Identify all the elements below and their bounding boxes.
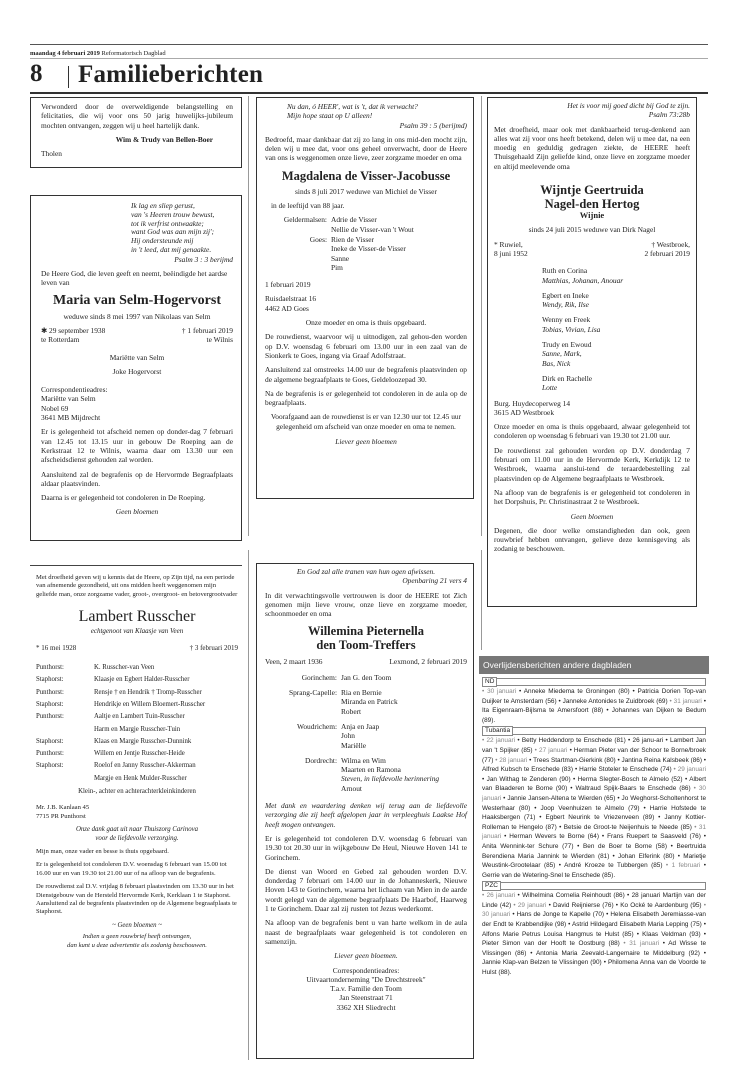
family-parents: Wenny en Freek — [542, 315, 591, 325]
notice-entry: • Anneke Miedema te Groningen (80) — [516, 688, 630, 695]
date-rule — [30, 58, 708, 59]
footer: ~ Geen bloemen ~ — [112, 921, 162, 929]
family-member: Klaas en Margje Russcher-Dunnink — [94, 737, 192, 745]
family-member: Klaasje en Egbert Halder-Russcher — [94, 676, 190, 684]
quote-ref: Psalm 73:28b — [648, 110, 690, 120]
family-list — [36, 662, 238, 784]
notice-entry: • David Reijnierse (76) — [546, 901, 614, 909]
header-rule — [30, 92, 708, 94]
notice-entry: • 28 januari Martijn van der Linde (42) — [482, 892, 706, 909]
notice-entry: • Pieter Simon van der Hooft te Oostburg (88) — [482, 930, 707, 948]
notice-entry: • Alfons Marie Petrus Louisa Hangmus te Hulst (85) — [482, 921, 707, 938]
address: Burg. Huydecoperweg 14 3615 AD Westbroek — [494, 398, 571, 417]
ad-nagel — [487, 97, 697, 607]
notice-entry: • Joop Veenhuizen te Almelo (79) — [530, 804, 640, 812]
subtitle: sinds 24 juli 2015 weduwe van Dirk Nagel — [528, 225, 656, 235]
subtitle: echtgenoot van Klaasje van Veen — [90, 627, 184, 636]
notice-entry: • 31 januari — [619, 940, 660, 948]
footer: Geen bloemen — [570, 511, 614, 521]
family-member: K. Russcher-van Veen — [94, 664, 155, 672]
paragraph-2: De rouwdienst zal D.V. vrijdag 8 februari plaatsvinden om 13.30 uur in het Dienstgebouw van de Hersteld Hervormde Kerk, Kerklaan 1 te Staphorst. Aansluitend zal de begrafenis plaatsvinden op de Algemene begraafplaats te Staphorst. — [36, 883, 237, 916]
family-members — [341, 756, 467, 793]
family-member: Miranda en Patrick — [341, 697, 398, 707]
grandchildren: Klein-, achter en achterachterkleinkinderen — [78, 788, 196, 795]
notice-entry: • Herman Wevers te Borne (64) — [501, 833, 599, 841]
family-children: Wendy, Rik, Ilse — [542, 300, 589, 310]
subtitle: weduwe sinds 8 mei 1997 van Nikolaas van Selm — [63, 311, 211, 321]
paragraph-2: Aansluitend zal de begrafenis op de Hervormde Begraafplaats aldaar plaatsvinden. — [41, 469, 233, 488]
notice-entry: • 31 januari — [482, 823, 706, 841]
deceased-name: Maria van Selm-Hogervorst — [53, 292, 221, 308]
notice-entry: • Johannes van Dijken te Bedum (89). — [482, 707, 706, 724]
paper-name: Reformatorisch Dagblad — [101, 50, 166, 57]
address: Mr. J.B. Kanlaan 45 7715 PR Punthorst — [36, 804, 90, 820]
died-place: te Wilnis — [206, 335, 233, 345]
notice-entry: • Harrie Hofstede te Haaksbergen (71) — [482, 804, 706, 822]
family-member: Maarten en Ramona — [341, 765, 401, 775]
family-children: Matthias, Johanan, Anouar — [542, 275, 624, 285]
source-notices — [482, 891, 706, 977]
family-member: Robert — [341, 706, 362, 716]
family-children: Tobias, Vivian, Lisa — [542, 324, 601, 334]
family-member: Aaltje en Lambert Tuin-Russcher — [94, 713, 185, 721]
family-parents: Trudy en Ewoud — [542, 340, 592, 350]
family-list — [265, 673, 467, 793]
paragraph-4: Voorafgaand aan de rouwdienst is er van 12.30 uur tot 12.45 uur gelegenheid om afscheid van onze moeder en oma te nemen. — [270, 412, 462, 431]
notice-entry: • Astrid Hildegard Elisabeth Maria Lepping (75) — [566, 921, 702, 929]
date-line — [30, 50, 166, 57]
ad-russcher — [30, 566, 242, 1056]
footer: Liever geen bloemen — [335, 437, 397, 447]
source-label: Tubantia — [482, 726, 513, 736]
family-members: Rien de Visser Ineke de Visser-de Visser Sanne Pim — [331, 234, 406, 272]
notice-entry: • 1 februari — [662, 862, 701, 870]
source-label-bar — [501, 882, 706, 890]
source-label: ND — [482, 677, 497, 687]
notice-entry: • 29 januari — [671, 766, 707, 774]
family-member: Ria en Bernie — [341, 688, 382, 698]
family-members — [341, 688, 467, 716]
ad-jacobusse — [256, 97, 474, 499]
died: † 3 februari 2019 — [189, 643, 238, 652]
ad-bellen-jubilee — [30, 97, 242, 168]
top-rule — [30, 44, 708, 45]
notice-entry: • Patricia Dorien Top-van Duijker te Amsterdam (56) — [482, 688, 706, 705]
family-group — [542, 340, 690, 368]
family-member: Roelof en Janny Russcher-Akkerman — [94, 762, 196, 770]
intro: De Heere God, die leven geeft en neemt, beëindigde het aardse leven van — [41, 269, 228, 288]
quote: Ik lag en sliep gerust, van 's Heeren trouw bewust, tot ik verfrist ontwaakte; want God was aan mijn zij'; Hij ondersteunde mij in 't leed, dat mij genaakte. — [131, 201, 215, 254]
dates-row — [265, 657, 467, 666]
family-children: Sanne, Mark, Bas, Nick — [542, 349, 582, 368]
family-members — [341, 673, 467, 682]
family-place — [36, 724, 94, 735]
family-parents: Ruth en Corina — [542, 266, 588, 276]
notice-entry: • Trees Startman-Gierkink (80) — [527, 756, 616, 764]
family-member: Wilma en Wim — [341, 755, 386, 765]
section-title: Familieberichten — [78, 61, 264, 88]
family-place — [36, 773, 94, 784]
notice-entry: • Anita Wennink-ter Schure (77) — [482, 833, 707, 850]
notice-entry: • Jo Weghorst-Scholtenhorst te Westerhaar (80) — [482, 794, 706, 812]
paragraph-2: Aansluitend zal omstreeks 14.00 uur de begrafenis plaatsvinden op de algemene begraafplaats te Goes, Geldeloozepad 30. — [265, 365, 467, 384]
family-member: Arnout — [341, 783, 362, 793]
born: * 16 mei 1928 — [36, 643, 77, 652]
notice-entry: • Harrie Stoteler te Enschede (74) — [573, 766, 672, 774]
notice-entry: • Jantina Reina Kalsbeek (86) — [615, 756, 702, 764]
family-member: John — [341, 731, 355, 741]
date: maandag 4 februari 2019 — [30, 50, 100, 57]
ad-place: Tholen — [41, 149, 62, 159]
notice-entry: • 30 januari — [482, 785, 706, 802]
family-list — [265, 215, 467, 272]
column-separator — [481, 96, 482, 536]
home: Mijn man, onze vader en besse is thuis opgebaard. — [36, 848, 169, 856]
title-divider — [68, 66, 69, 88]
dates-row — [494, 240, 690, 249]
notice-entry: • Ita Eigenraam-Bijlsma te Amersfoort (88) — [482, 697, 706, 715]
deceased-name: Willemina Pieternella den Toom-Treffers — [307, 624, 425, 653]
family-place: Punthorst: — [36, 664, 64, 672]
notice-entry: • 29 januari — [511, 901, 547, 909]
footer-note: Indien u geen rouwbrief heeft ontvangen, dan kunt u deze advertentie als zodanig beschouwen. — [67, 933, 207, 949]
family-place: Goes: — [309, 234, 327, 244]
intro: Met droefheid geven wij u kennis dat de Heere, op Zijn tijd, na een periode van afnemende gezondheid, uit ons midden heeft weggenomen mijn geliefde man, onze zorgzame vader, groot-, overgroot- en betovergrootvader — [36, 574, 238, 598]
born-date: 8 juni 1952 — [494, 248, 528, 258]
notice-entry: • Herma Slegter-Bosch te Almelo (52) — [570, 775, 683, 783]
dates-row — [36, 644, 238, 652]
notice-entry: • Johan Elferink (80) — [609, 852, 675, 860]
nickname: Wijnie — [579, 210, 605, 221]
other-papers-notices — [479, 656, 709, 1056]
notice-entry: • 27 januari — [532, 746, 568, 754]
notice-entry: • 31 januari — [667, 697, 702, 705]
family-place: Punthorst: — [36, 750, 64, 758]
died: Lexmond, 2 februari 2019 — [389, 657, 467, 667]
notice-entry: • Gerrie van de Wetering-Snel te Enschede (85). — [482, 862, 707, 879]
page-number: 8 — [30, 60, 43, 87]
paragraph-1: Er is gelegenheid tot condoleren D.V. woensdag 6 februari van 19.30 tot 20.30 uur in wijkgebouw De Heul, Nieuwe Hoven 141 te Gorinchem. — [265, 833, 467, 862]
family-member: Hendrikje en Willem Bloemert-Russcher — [94, 700, 206, 708]
family-place: Staphorst: — [36, 676, 64, 684]
address: Ruisdaelstraat 16 4462 AD Goes — [265, 294, 317, 313]
notice-entry: • Janny Kottier-Rolleman te Hengelo (87) — [482, 814, 706, 831]
deceased-name: Wijntje Geertruida Nagel-den Hertog — [540, 183, 644, 212]
intro: In dit verwachtingsvolle vertrouwen is door de HEERE tot Zich genomen mijn lieve vrouw, onze lieve en zorgzame moeder, schoonmoeder en oma — [265, 590, 467, 619]
ad-text: Verwonderd door de overweldigende belangstelling en felicitaties, die wij voor ons 50 jarig huwelijks-jubileum mochten ontvangen, zeggen wij u heel hartelijk dank. — [41, 102, 233, 130]
notice-entry: • 22 januari — [482, 737, 516, 745]
family-place: Punthorst: — [36, 713, 64, 721]
family-place: Sprang-Capelle: — [288, 688, 337, 698]
column-separator — [248, 550, 249, 1060]
notice-entry: • Alfred Kubsch te Enschede (83) — [482, 756, 707, 774]
deceased-name: Lambert Russcher — [78, 608, 196, 626]
notice-entry: • Egbert Neurink te Vriezenveen (89) — [535, 814, 655, 822]
ad-den-toom — [256, 563, 474, 1059]
source-label-bar — [497, 678, 706, 686]
source-label-row — [482, 726, 706, 736]
paragraph-3: Na afloop van de begrafenis bent u van harte welkom in de aula naast de begraafplaats waar gelegenheid is tot condoleren en samenzijn. — [265, 918, 467, 946]
paragraph-3: Na afloop van de begrafenis is er gelegenheid tot condoleren in het Dorpshuis, Pr. Christinastraat 2 te Westbroek. — [494, 487, 690, 507]
notice-entry: • Lambert Jan van 't Spijker (85) — [482, 737, 706, 754]
quote-ref: Openbaring 21 vers 4 — [402, 576, 467, 586]
paragraph-1: Onze moeder en oma is thuis opgebaard, alwaar gelegenheid tot condoleren op woensdag 6 februari van 19.30 tot 21.00 uur. — [494, 422, 690, 441]
family-members: Adrie de Visser Nellie de Visser-van 't Wout — [331, 215, 414, 234]
family-place: Staphorst: — [36, 700, 64, 708]
column-separator — [248, 96, 249, 536]
footer: Liever geen bloemen. — [334, 951, 398, 961]
family-place: Dordrecht: — [304, 755, 337, 765]
places-row — [41, 335, 233, 344]
ad-top-rule — [30, 565, 242, 566]
family-parents: Egbert en Ineke — [542, 290, 589, 300]
family-member: Steven, in liefdevolle herinnering — [341, 774, 440, 784]
notice-entry: • Waltraud Spijk-Baars te Enschede (86) — [567, 785, 691, 793]
notice-entry: • 30 januari — [482, 688, 517, 695]
notice-entry: • Betty Heddendorp te Enschede (81) — [515, 737, 626, 745]
dates-row-2 — [494, 249, 690, 258]
notice-entry: • Betsie de Groot-te Neijenhuis te Neede (85) — [556, 823, 692, 831]
deceased-name: Magdalena de Visser-Jacobusse — [281, 168, 451, 183]
notice-entry: • Albert van Blaaderen te Borne (90) — [482, 775, 706, 793]
source-label: PZC — [482, 881, 501, 891]
quote: Nu dan, ó HEER', wat is 't, dat ik verwacht? Mijn hope staat op U alleen! — [287, 102, 418, 121]
family-group — [542, 266, 690, 285]
family-member: Rensje † en Hendrik † Tromp-Russcher — [94, 688, 202, 696]
family-member: Anja en Jaap — [341, 721, 380, 731]
paragraph-1: Er is gelegenheid tot condoleren D.V. woensdag 6 februari van 15.00 tot 16.00 uur en van 19.30 tot 21.00 uur of na afloop van de begrafenis. — [36, 861, 227, 877]
family-list — [542, 266, 690, 392]
paragraph-3: Daarna is er gelegenheid tot condoleren in De Roeping. — [41, 493, 206, 503]
born: * Ruwiel, — [494, 239, 523, 249]
notice-entry: • 26 janu-ari — [625, 737, 664, 745]
notice-entry: • Wilhelmina Cornelia Reinhoudt (86) — [515, 892, 625, 900]
source-label-bar — [513, 727, 706, 735]
died: † 1 februari 2019 — [181, 325, 233, 335]
notice-entry: • Klaas Veldman (93) — [633, 930, 701, 938]
source-label-row — [482, 881, 706, 891]
notice-entry: • André Kroeze te Tubbergen (85) — [555, 862, 663, 870]
family-parents: Dirk en Rachelle — [542, 373, 593, 383]
home: Onze moeder en oma is thuis opgebaard. — [305, 318, 427, 328]
ad-names: Wim & Trudy van Bellen-Boer — [115, 134, 213, 144]
source-label-row — [482, 677, 706, 687]
family-place: Staphorst: — [36, 737, 64, 745]
subtitle: sinds 8 juli 2017 weduwe van Michiel de Visser — [295, 186, 437, 196]
dates-row — [41, 326, 233, 335]
ad-van-selm — [30, 195, 242, 541]
paragraph-1: Er is gelegenheid tot afscheid nemen op donder-dag 7 februari van 12.45 tot 13.15 uur in gebouw De Roeping aan de Kerkstraat 12 te Wilnis, waarna daar om 13.30 uur een afscheidsdienst gehouden zal worden. — [41, 427, 233, 465]
intro: Met droefheid, maar ook met dankbaarheid terug-denkend aan alles wat zij voor ons heeft betekend, delen wij u mee dat, na een moedig en geduldig gedragen ziekte, de HEERE heeft Thuisgehaald Zijn geliefde kind, onze lieve en zorgzame moeder en altijd meelevende oma — [494, 124, 690, 171]
notice-entry: • Herman Pieter van der Schoor te Borne/broek (77) — [482, 746, 706, 764]
child-1: Mariëtte van Selm — [109, 352, 165, 362]
notices-body — [479, 674, 709, 980]
notice-entry: • Frans Ruepert te Saasveld (76) — [599, 833, 701, 841]
died-date: 2 februari 2019 — [644, 248, 690, 258]
family-place: Gorinchem: — [301, 672, 337, 682]
family-member: Harm en Margje Russcher-Tuin — [94, 725, 181, 733]
notice-entry: • Marietje Weustink-Grootelaar (85) — [482, 852, 706, 870]
died: † Westbroek, — [651, 239, 690, 249]
family-members — [341, 722, 467, 750]
paragraph-3: Na de begrafenis is er gelegenheid tot condoleren in de aula op de begraafplaats. — [265, 388, 467, 408]
notice-entry: • Ko Ocké te Aardenburg (95) — [613, 901, 702, 909]
family-member: Willem en Jentje Russcher-Heide — [94, 750, 185, 758]
family-children: Lotte — [542, 383, 558, 393]
family-place: Punthorst: — [36, 688, 64, 696]
thanks: Met dank en waardering denken wij terug aan de liefdevolle verzorging die zij heeft afgelopen jaar in verpleeghuis Laakse Hof heeft mogen ontvangen. — [265, 801, 467, 829]
family-group — [542, 315, 690, 334]
quote-ref: Psalm 39 : 5 (berijmd) — [399, 120, 467, 130]
family-member: Jan G. den Toom — [341, 672, 392, 682]
born: Veen, 2 maart 1936 — [265, 657, 323, 667]
notice-entry: • Jannie Jansen-Altena te Wierden (65) — [501, 794, 616, 802]
paragraph-2: De rouwdienst zal gehouden worden op D.V. donderdag 7 februari om 11.00 uur in de Hervormde Kerk, Kerkdijk 12 te Westbroek, waarna aanslui-tend de teraardebestelling zal plaatsvinden op de Algemene begraafplaats te Westbroek. — [494, 445, 690, 483]
notice-entry: • 26 januari — [482, 892, 516, 900]
thanks: Onze dank gaat uit naar Thuiszorg Carinova voor de liefdevolle verzorging. — [75, 826, 199, 842]
notice-entry: • Janneke Antonides te Zuidbroek (69) — [556, 697, 668, 705]
born-place: te Rotterdam — [41, 335, 80, 345]
notice-entry: • Hans de Jonge te Kapelle (70) — [510, 911, 605, 919]
child-2: Joke Hogervorst — [112, 366, 162, 376]
paragraph-1: De rouwdienst, waarvoor wij u uitnodigen, zal gehou-den worden op D.V. woensdag 6 februari om 13.00 uur in een zaal van de Sionkerk te Goes, ingang via Graaf Adolfstraat. — [265, 332, 467, 360]
notice-entry: • Helena Elisabeth Jeremiasse-van der Endt te Krabbendijke (98) — [482, 911, 706, 929]
notice-entry: • 28 januari — [493, 756, 528, 764]
family-place: Woudrichem: — [296, 721, 337, 731]
correspondence: Correspondentieadres: Uitvaartonderneming "De Drechtstreek" T.a.v. Familie den Toom Jan Steenstraat 71 3362 XH Sliedrecht — [306, 965, 426, 1012]
family-group — [542, 374, 690, 393]
notice-entry: • Jan Withag te Zenderen (90) — [482, 775, 571, 783]
footer: Geen bloemen — [115, 507, 159, 517]
column-separator — [481, 550, 482, 650]
age: in de leeftijd van 88 jaar. — [271, 201, 345, 211]
notice-entry: • Ad Wisse te Vlissingen (86) — [482, 940, 707, 957]
family-member: Margje en Henk Mulder-Russcher — [94, 774, 187, 782]
notices-title: Overlijdensberichten andere dagbladen — [479, 656, 709, 674]
intro: Bedroefd, maar dankbaar dat zij zo lang in ons mid-den mocht zijn, delen wij u mee dat, voor ons geheel onverwacht, door de Heere van ons is weggenomen onze lieve, zeer zorgzame moeder en oma — [265, 134, 467, 163]
paragraph-4: Degenen, die door welke omstandigheden dan ook, geen rouwbrief hebben ontvangen, gelieve deze kennisgeving als zodanig te beschouwen. — [494, 525, 690, 554]
source-notices — [482, 736, 706, 880]
family-member: Mariëlle — [341, 740, 367, 750]
notice-entry: • Antonia Maria Zeevald-Langemaire te Middelburg (92) — [526, 949, 700, 957]
notice-entry: • Ben de Boer te Borne (58) — [573, 842, 667, 850]
notice-entry: • Philomena Anna van de Voorde te Hulst (88). — [482, 959, 706, 977]
family-group — [542, 291, 690, 310]
quote-ref: Psalm 3 : 3 berijmd — [174, 254, 233, 264]
notice-entry: • 30 januari — [482, 901, 707, 919]
quote: Het is voor mij goed dicht bij God te zijn. — [567, 101, 690, 110]
family-place: Staphorst: — [36, 762, 64, 770]
paragraph-2: De dienst van Woord en Gebed zal gehouden worden D.V. donderdag 7 februari om 14.00 uur in de Johanneskerk, Nieuwe Hoven 143 te Gorinchem, waarna het lichaam van Mien in de aarde wordt gelegd van de algemene begraafplaats De Haarbof, Haarweg 1 te Gorinchem. Daar zal zij rusten tot Jezus wederkomt. — [265, 866, 467, 914]
quote: En God zal alle tranen van hun ogen afwissen. — [296, 567, 436, 576]
notice-entry: • Beertruida Berendiena Maria Jannink te Wierden (81) — [482, 842, 706, 860]
date: 1 februari 2019 — [265, 280, 311, 290]
family-place: Geldermalsen: — [283, 215, 327, 225]
source-notices — [482, 687, 706, 725]
correspondence: Correspondentieadres: Mariëtte van Selm Nobel 69 3641 MB Mijdrecht — [41, 385, 108, 423]
notice-entry: • Jannie Klap-van Belzen te Vlissingen (90) — [482, 949, 706, 967]
born: ✱ 29 september 1938 — [41, 325, 106, 335]
